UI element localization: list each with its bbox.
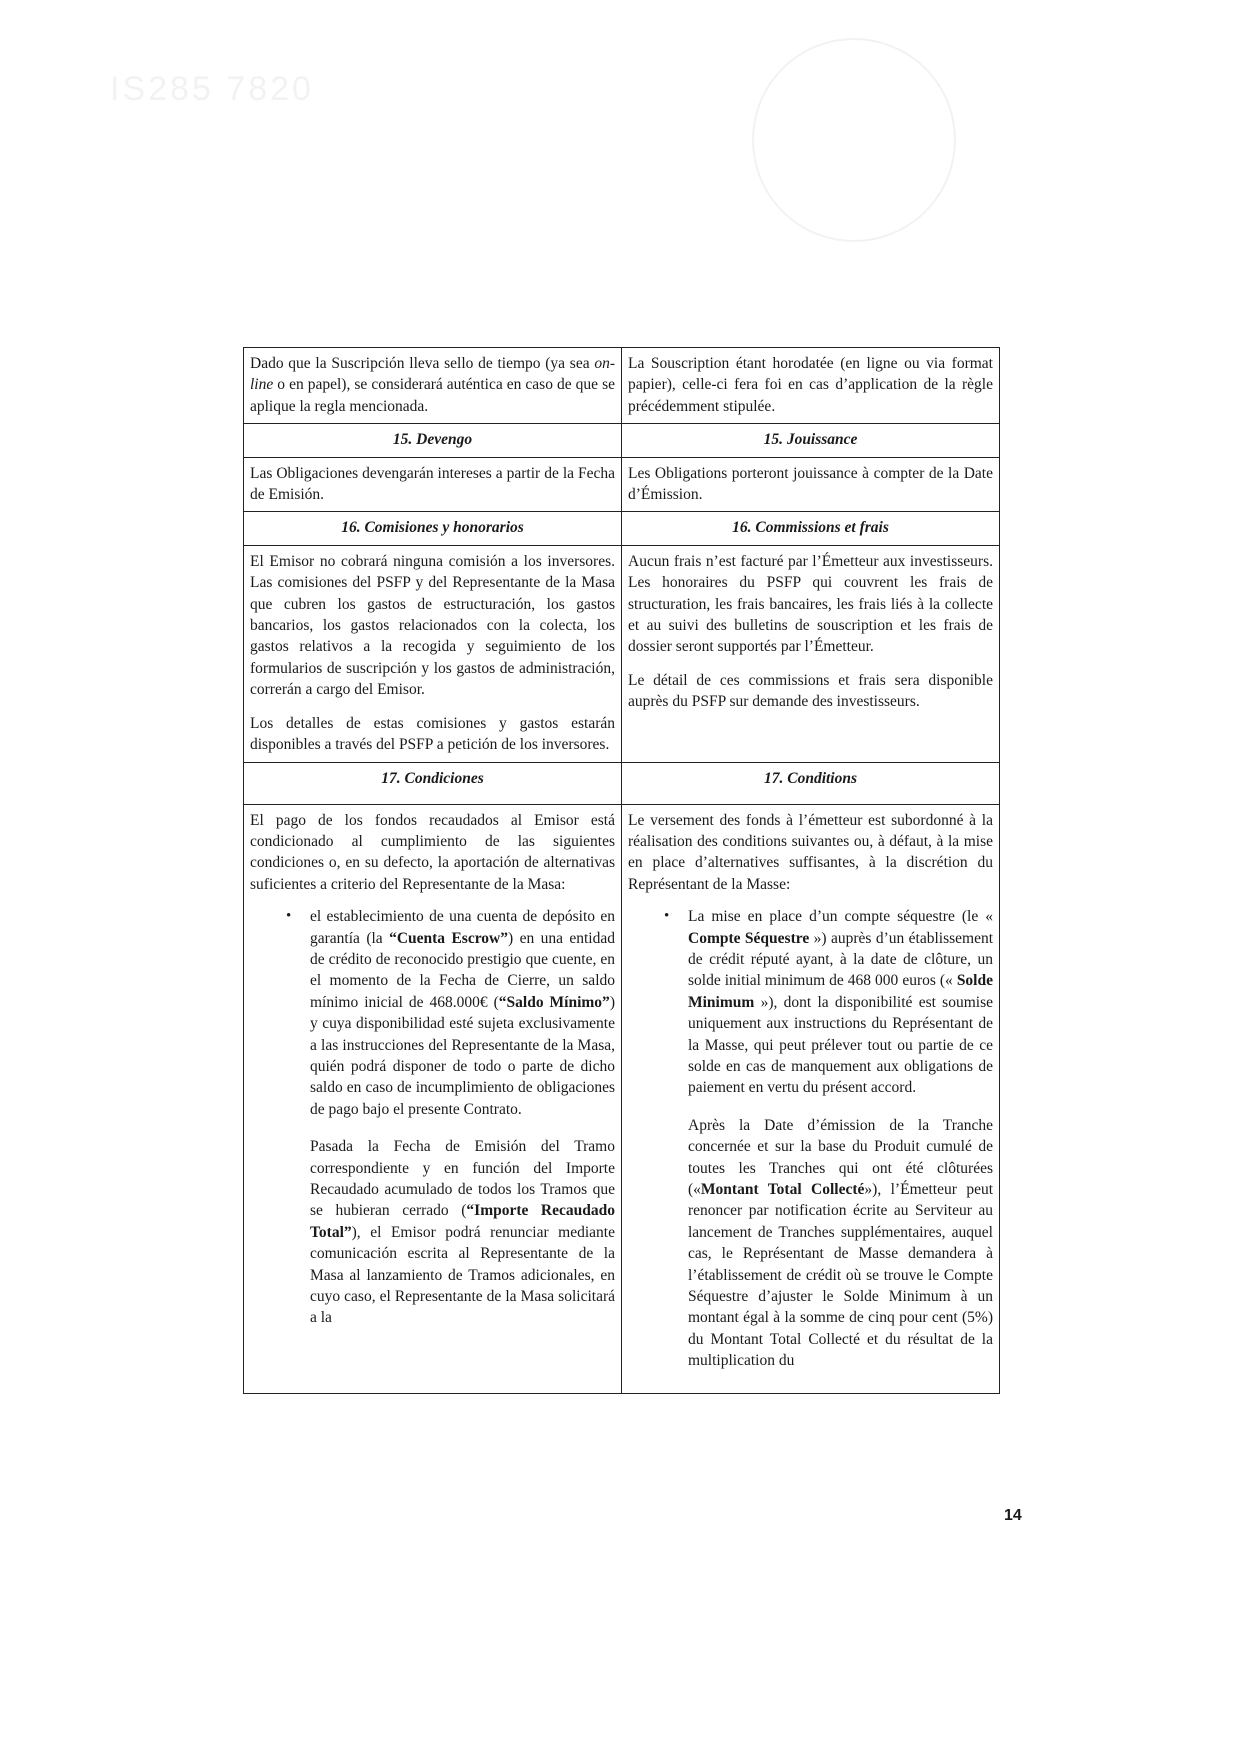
- list-item: • el establecimiento de una cuenta de depósito en garantía (la “Cuenta Escrow”) en una entidad de crédito de reconocido prestigio que cuente, en el momento de la Fecha de Cierre, un saldo mínimo inicial de 468.000€ (“Saldo Mínimo”) y cuya disponibilidad esté sujeta exclusivamente a las instrucciones del Representante de la Masa, quién podrá disponer de todo o parte de dicho saldo en caso de incumplimiento de obligaciones de pago bajo el presente Contrato.: [286, 908, 615, 1118]
- cell-es: [244, 348, 622, 424]
- table-row: [244, 457, 1000, 512]
- cell-es: El Emisor no cobrará ninguna comisión a los inversores. Las comisiones del PSFP y del Representante de la Masa que cubren los gastos de estructuración, los gastos bancarios, los gastos relacionados con la colecta, los gastos relativos a la recogida y seguimiento de los formularios de suscripción y los gastos de administración, correrán a cargo del Emisor. Los detalles de estas comisiones y gastos estarán disponibles a través del PSFP a petición de los inversores.: [244, 545, 622, 762]
- heading-fr-16: 16. Commissions et frais: [622, 512, 1000, 545]
- heading-es-16: 16. Comisiones y honorarios: [244, 512, 622, 545]
- heading-fr-17: 17. Conditions: [622, 762, 1000, 804]
- cell-es: El pago de los fondos recaudados al Emisor está condicionado al cumplimiento de las siguientes condiciones o, en su defecto, la aportación de alternativas suficientes a criterio del Representante de la Masa: • el establecimiento de una cuenta de depósito en garantía (la “Cuenta Escrow”) en una entidad de crédito de reconocido prestigio que cuente, en el momento de la Fecha de Cierre, un saldo mínimo inicial de 468.000€ (“Saldo Mínimo”) y cuya disponibilidad esté sujeta exclusivamente a las instrucciones del Representante de la Masa, quién podrá disponer de todo o parte de dicho saldo en caso de incumplimiento de obligaciones de pago bajo el presente Contrato. Pasada la Fecha de Emisión del Tramo correspondiente y en función del Importe Recaudado acumulado de todos los Tramos que se hubieran cerrado (“Importe Recaudado Total”), el Emisor podrá renunciar mediante comunicación escrita al Representante de la Masa al lanzamiento de Tramos adicionales, en cuyo caso, el Representante de la Masa solicitará a la: [244, 804, 622, 1394]
- bullet-list-es: [250, 906, 615, 1120]
- cell-fr: Les Obligations porteront jouissance à compter de la Date d’Émission.: [622, 457, 1000, 512]
- page-number: 14: [1004, 1507, 1022, 1524]
- heading-es-15: 15. Devengo: [244, 424, 622, 457]
- list-item: • La mise en place d’un compte séquestre (le « Compte Séquestre ») auprès d’un établissement de crédit réputé ayant, à la date de clôture, un solde initial minimum de 468 000 euros (« Solde Minimum »), dont la disponibilité est soumise uniquement aux instructions du Représentant de la Masse, qui peut prélever tout ou partie de ce solde en cas de manquement aux obligations de paiement en vertu du présent accord.: [664, 908, 994, 1097]
- paragraph-fr: La Souscription étant horodatée (en ligne ou via format papier), celle-ci fera foi en cas d’application de la règle précédemment stipulée.: [628, 355, 993, 415]
- bullet-icon: •: [286, 908, 292, 925]
- cell-fr: Le versement des fonds à l’émetteur est subordonné à la réalisation des conditions suivantes ou, à défaut, à la mise en place d’alternatives suffisantes, à la discrétion du Représentant de la Masse: • La mise en place d’un compte séquestre (le « Compte Séquestre ») auprès d’un établissement de crédit réputé ayant, à la date de clôture, un solde initial minimum de 468 000 euros (« Solde Minimum »), dont la disponibilité est soumise uniquement aux instructions du Représentant de la Masse, qui peut prélever tout ou partie de ce solde en cas de manquement aux obligations de paiement en vertu du présent accord. Après la Date d’émission de la Tranche concernée et sur la base du Produit cumulé de toutes les Tranches qui ont été clôturées («Montant Total Collecté»), l’Émetteur peut renoncer par notification écrite au Serviteur au lancement de Tranches supplémentaires, auquel cas, le Représentant de Masse demandera à l’établissement de crédit où se trouve le Compte Séquestre d’ajuster le Solde Minimum à un montant égal à la somme de cinq pour cent (5%) du Montant Total Collecté et du résultat de la multiplication du: [622, 804, 1000, 1394]
- heading-fr-15: 15. Jouissance: [622, 424, 1000, 457]
- sub-paragraph-es: Pasada la Fecha de Emisión del Tramo correspondiente y en función del Importe Recaudado acumulado de todos los Tramos que se hubieran cerrado (“Importe Recaudado Total”), el Emisor podrá renunciar mediante comunicación escrita al Representante de la Masa al lanzamiento de Tramos adicionales, en cuyo caso, el Representante de la Masa solicitará a la: [310, 1138, 615, 1327]
- bullet-icon: •: [664, 908, 670, 925]
- table-row: [244, 545, 1000, 762]
- section-heading-row: [244, 762, 1000, 804]
- table-row: [244, 804, 1000, 1394]
- paragraph-es: Dado que la Suscripción lleva sello de tiempo (ya sea on-line o en papel), se considerará auténtica en caso de que se aplique la regla mencionada.: [250, 355, 615, 415]
- bilingual-terms-table: [243, 347, 1000, 1394]
- bullet-list-fr: [628, 906, 993, 1099]
- cell-fr: Aucun frais n’est facturé par l’Émetteur aux investisseurs. Les honoraires du PSFP qui couvrent les frais de structuration, les frais bancaires, les frais liés à la collecte et au suivi des bulletins de souscription et les frais de dossier seront supportés par l’Émetteur. Le détail de ces commissions et frais sera disponible auprès du PSFP sur demande des investisseurs.: [622, 545, 1000, 762]
- stamp-number: IS285 7820: [110, 70, 314, 108]
- section-heading-row: [244, 424, 1000, 457]
- heading-es-17: 17. Condiciones: [244, 762, 622, 804]
- cell-es: Las Obligaciones devengarán intereses a partir de la Fecha de Emisión.: [244, 457, 622, 512]
- cell-fr: [622, 348, 1000, 424]
- sub-paragraph-fr: Après la Date d’émission de la Tranche concernée et sur la base du Produit cumulé de toutes les Tranches qui ont été clôturées («Montant Total Collecté»), l’Émetteur peut renoncer par notification écrite au Serviteur au lancement de Tranches supplémentaires, auquel cas, le Représentant de Masse demandera à l’établissement de crédit où se trouve le Compte Séquestre d’ajuster le Solde Minimum à un montant égal à la somme de cinq pour cent (5%) du Montant Total Collecté et du résultat de la multiplication du: [688, 1116, 994, 1370]
- seal-stamp: [752, 38, 956, 242]
- table-row: [244, 348, 1000, 424]
- section-heading-row: [244, 512, 1000, 545]
